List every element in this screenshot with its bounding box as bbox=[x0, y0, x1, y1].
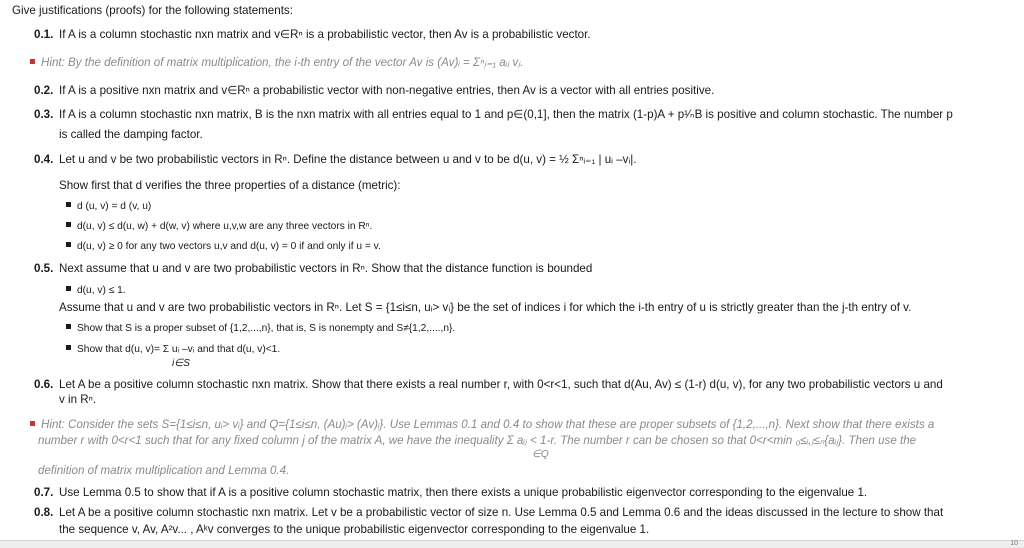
bullet-icon bbox=[66, 286, 71, 291]
q05-assume-text: Assume that u and v are two probabilistic vectors in Rⁿ. Let S = {1≤i≤n, uᵢ> vᵢ} be the set of indices i for which the i-th entry of u is strictly greater than the j-th entry of v. bbox=[59, 301, 912, 314]
hint-2-subscript: ∈Q bbox=[532, 449, 549, 460]
q05-sum-subscript: i∈S bbox=[172, 358, 190, 369]
q08-number: 0.8. bbox=[34, 506, 54, 519]
bullet-icon bbox=[66, 242, 71, 247]
q01-number: 0.1. bbox=[34, 28, 54, 41]
q05-text: Next assume that u and v are two probabilistic vectors in Rⁿ. Show that the distance function is bounded bbox=[59, 262, 593, 275]
q06-text-line1: Let A be a positive column stochastic nxn matrix. Show that there exists a real number r, with 0<r<1, such that d(Au, Av) ≤ (1-r) d(u, v), for any two probabilistic vectors u and bbox=[59, 378, 943, 391]
bullet-icon bbox=[30, 59, 35, 64]
q05-bullet-1: Show that S is a proper subset of {1,2,...,n}, that is, S is nonempty and S≠{1,2,....,n}. bbox=[66, 322, 455, 336]
bullet-icon bbox=[66, 324, 71, 329]
q08-text-line2: the sequence v, Av, A²v... , Aᵏv converges to the unique probabilistic eigenvector corresponding to the eigenvalue 1. bbox=[59, 523, 650, 536]
q04-number: 0.4. bbox=[34, 153, 54, 166]
q04-property-1: d (u, v) = d (v, u) bbox=[66, 200, 151, 214]
q06-text-line2: v in Rⁿ. bbox=[59, 393, 97, 406]
q07-number: 0.7. bbox=[34, 486, 54, 499]
q05-number: 0.5. bbox=[34, 262, 54, 275]
bullet-icon bbox=[66, 345, 71, 350]
q01-text: If A is a column stochastic nxn matrix and v∈Rⁿ is a probabilistic vector, then Av is a probabilistic vector. bbox=[59, 28, 591, 41]
q04-text: Let u and v be two probabilistic vectors in Rⁿ. Define the distance between u and v to be d(u, v) = ½ Σⁿᵢ₌₁ | uᵢ –vᵢ|. bbox=[59, 153, 637, 166]
bullet-icon bbox=[30, 421, 35, 426]
q02-number: 0.2. bbox=[34, 84, 54, 97]
hint-2-line1: Hint: Consider the sets S={1≤i≤n, uᵢ> vᵢ} and Q={1≤i≤n, (Au)ᵢ> (Av)ᵢ}. Use Lemmas 0.1 and 0.4 to show that these are proper subsets of {1,2,...,n}. Next show that there exists a bbox=[30, 418, 934, 432]
q03-number: 0.3. bbox=[34, 108, 54, 121]
q03-text-line1: If A is a column stochastic nxn matrix, B is the nxn matrix with all entries equal to 1 and p∈(0,1], then the matrix (1-p)A + p¹⁄ₙB is positive and column stochastic. The number p bbox=[59, 108, 953, 121]
q05-property-1: d(u, v) ≤ 1. bbox=[66, 284, 126, 298]
hint-1: Hint: By the definition of matrix multiplication, the i-th entry of the vector Av is (Av)ᵢ = Σⁿⱼ₌₁ aᵢⱼ vⱼ. bbox=[30, 56, 523, 70]
q05-bullet-2: Show that d(u, v)= Σ uᵢ –vᵢ and that d(u, v)<1. bbox=[66, 343, 280, 357]
q07-text: Use Lemma 0.5 to show that if A is a positive column stochastic matrix, then there exists a unique probabilistic eigenvector corresponding to the eigenvalue 1. bbox=[59, 486, 868, 499]
q04-property-2: d(u, v) ≤ d(u, w) + d(w, v) where u,v,w are any three vectors in Rⁿ. bbox=[66, 220, 372, 234]
q04-show-text: Show first that d verifies the three properties of a distance (metric): bbox=[59, 179, 401, 192]
q08-text-line1: Let A be a positive column stochastic nxn matrix. Let v be a probabilistic vector of size n. Use Lemma 0.5 and Lemma 0.6 and the ideas discussed in the lecture to show that bbox=[59, 506, 944, 519]
corner-label: 10 bbox=[1010, 540, 1018, 547]
q06-number: 0.6. bbox=[34, 378, 54, 391]
hint-2-line2: number r with 0<r<1 such that for any fixed column j of the matrix A, we have the inequality Σ aᵢⱼ < 1-r. The number r can be chosen so that 0<r<min ₀≤ᵢ,ⱼ≤ₙ{aᵢⱼ}. Then use the bbox=[38, 434, 917, 447]
q02-text: If A is a positive nxn matrix and v∈Rⁿ a probabilistic vector with non-negative entries, then Av is a vector with all entries positive. bbox=[59, 84, 715, 97]
q04-property-3: d(u, v) ≥ 0 for any two vectors u,v and d(u, v) = 0 if and only if u = v. bbox=[66, 240, 381, 254]
bullet-icon bbox=[66, 202, 71, 207]
hint-2-line3: definition of matrix multiplication and Lemma 0.4. bbox=[38, 464, 290, 477]
sheet-title: Give justifications (proofs) for the following statements: bbox=[12, 4, 293, 17]
q03-text-line2: is called the damping factor. bbox=[59, 128, 203, 141]
bullet-icon bbox=[66, 222, 71, 227]
